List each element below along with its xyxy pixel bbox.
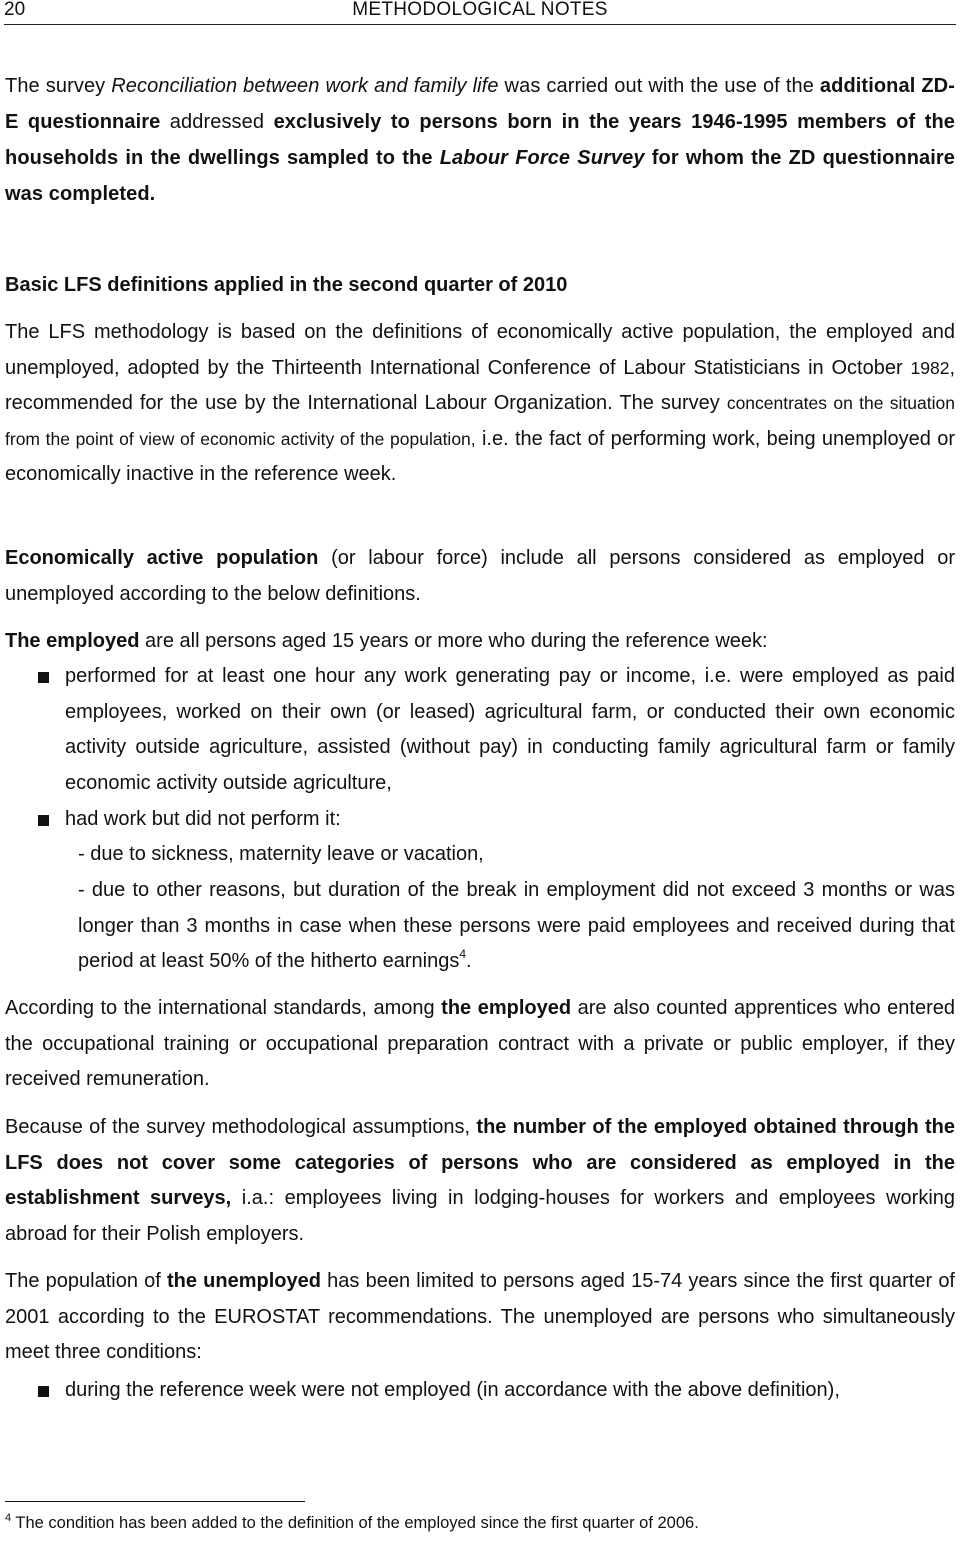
paragraph-text: are also counted apprentices who entered the occupational training or occupational preparation contract with a private or public employer, if they received remuneration. bbox=[5, 997, 956, 1090]
paragraph-text: i.a.: employees living in lodging-houses for workers and employees working abroad for their Polish employers. bbox=[5, 1187, 956, 1245]
term-bold: the employed bbox=[441, 997, 572, 1019]
footnote-ref[interactable]: 4 bbox=[459, 947, 467, 961]
footnote bbox=[5, 1512, 955, 1534]
lfs-methodology-paragraph bbox=[5, 315, 955, 493]
term-bold: the unemployed bbox=[167, 1270, 321, 1292]
list-item bbox=[5, 802, 955, 838]
apprentices-paragraph bbox=[5, 991, 955, 1098]
intro-text: was carried out with the use of the bbox=[498, 75, 820, 97]
footnote-divider bbox=[5, 1501, 305, 1502]
paragraph-text: are all persons aged 15 years or more who during the reference week: bbox=[139, 630, 768, 652]
dash-item-text: - due to sickness, maternity leave or vacation, bbox=[78, 843, 484, 865]
intro-text: addressed bbox=[160, 111, 274, 133]
employed-paragraph bbox=[5, 624, 955, 660]
term-bold: The employed bbox=[5, 630, 140, 652]
page-header bbox=[4, 0, 956, 25]
paragraph-text: The population of bbox=[5, 1270, 167, 1292]
section-title: METHODOLOGICAL NOTES bbox=[352, 0, 608, 20]
unemployed-paragraph bbox=[5, 1264, 955, 1371]
paragraph-text: concentrates on the situation from the point of view of economic activity of the population, bbox=[5, 393, 955, 449]
term-bold: Economically active population bbox=[5, 547, 319, 569]
intro-bold-text: exclusively to persons born in the years 1946-1995 members of the households in the dwellings sampled to the bbox=[5, 111, 956, 169]
paragraph-text: According to the international standards, among bbox=[5, 997, 442, 1019]
paragraph-text: i.e. the fact of performing work, being unemployed or economically inactive in the reference week. bbox=[5, 427, 955, 485]
page-number: 20 bbox=[4, 0, 26, 20]
dash-item bbox=[78, 837, 955, 873]
questionnaire-name: additional ZD-E questionnaire bbox=[5, 75, 955, 133]
square-bullet-icon bbox=[38, 815, 49, 826]
dash-item-text: - due to other reasons, but duration of the break in employment did not exceed 3 months or was longer than 3 months in case when these persons were paid employees and received during that period at least 50% of the hitherto earnings bbox=[78, 879, 955, 972]
list-item bbox=[5, 659, 955, 801]
list-item-text: during the reference week were not employed (in accordance with the above definition), bbox=[65, 1379, 840, 1401]
year-text: 1982 bbox=[910, 357, 950, 378]
section-heading: Basic LFS definitions applied in the second quarter of 2010 bbox=[5, 274, 568, 296]
square-bullet-icon bbox=[38, 672, 49, 683]
intro-bold-text: for whom the ZD questionnaire was completed. bbox=[5, 147, 956, 205]
punctuation: . bbox=[466, 950, 472, 972]
list-item-text: had work but did not perform it: bbox=[65, 808, 341, 830]
intro-text: The survey bbox=[5, 75, 112, 97]
survey-name: Reconciliation between work and family life bbox=[111, 75, 499, 97]
list-item bbox=[5, 1373, 955, 1445]
paragraph-text: , recommended for the use by the International Labour Organization. The survey bbox=[5, 356, 955, 414]
paragraph-text: The LFS methodology is based on the definitions of economically active population, the employed and unemployed, adopted by the Thirteenth International Conference of Labour Statisticians in October bbox=[5, 321, 955, 379]
list-item-text: performed for at least one hour any work generating pay or income, i.e. were employed as paid employees, worked on their own (or leased) agricultural farm, or conducted their own economic activity outside agriculture, assisted (without pay) in conducting family agricultural farm or family economic activity outside agriculture, bbox=[65, 665, 955, 794]
dash-item bbox=[78, 873, 955, 980]
active-population-paragraph bbox=[5, 541, 955, 612]
paragraph-text: (or labour force) include all persons considered as employed or unemployed according to the below definitions. bbox=[5, 547, 955, 605]
square-bullet-icon bbox=[38, 1386, 49, 1397]
methodology-assumptions-paragraph bbox=[5, 1110, 955, 1252]
emphasis-bold: the number of the employed obtained through the LFS does not cover some categories of persons who are considered as employed in the establishment surveys, bbox=[5, 1116, 955, 1209]
footnote-number: 4 bbox=[5, 1512, 12, 1524]
paragraph-text: Because of the survey methodological assumptions, bbox=[5, 1116, 477, 1138]
lfs-name: Labour Force Survey bbox=[439, 147, 645, 169]
paragraph-text: has been limited to persons aged 15-74 years since the first quarter of 2001 according to the EUROSTAT recommendations. The unemployed are persons who simultaneously meet three conditions: bbox=[5, 1270, 955, 1363]
intro-paragraph bbox=[5, 68, 955, 212]
footnote-text: The condition has been added to the definition of the employed since the first quarter of 2006. bbox=[11, 1514, 699, 1532]
